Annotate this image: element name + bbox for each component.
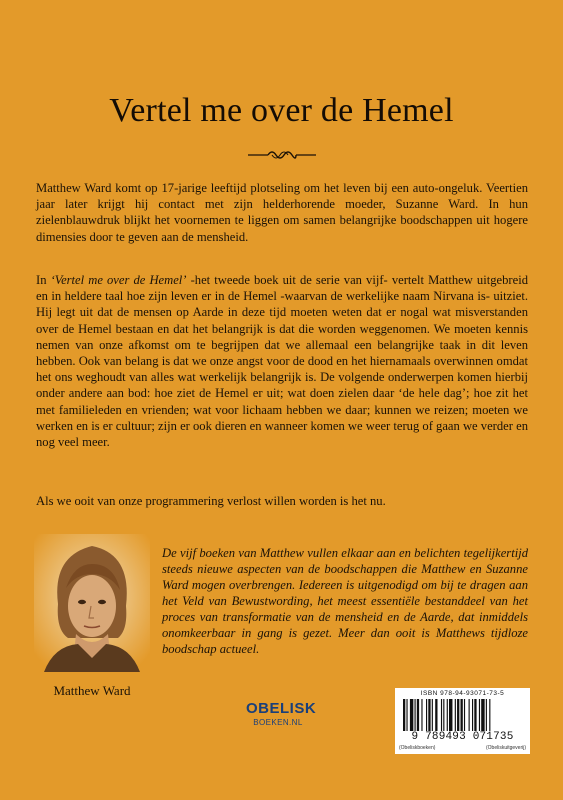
author-photo <box>34 534 150 672</box>
isbn-barcode <box>395 688 530 754</box>
publisher-logo-top: OBELISK <box>246 700 317 717</box>
barcode-digits: 9 789493 071735 <box>411 731 514 743</box>
barcode-footer-right: (Obeliskuitgeverij) <box>485 745 526 751</box>
description-book-title: ‘Vertel me over de Hemel’ <box>50 273 187 287</box>
isbn-label: ISBN 978-94-93071-73-5 <box>420 690 505 697</box>
barcode-footer <box>399 745 526 751</box>
series-blurb: De vijf boeken van Matthew vullen elkaar aan en belichten tegelijkertijd steeds nieuwe aspecten van de boodschappen die Matthew en Suzanne Ward mogen overbrengen. Iedereen is uitgenodigd om bij te dragen aan het Veld van Bewustwording, het meest essentiële bestanddeel van het proces van transformatie van de mensheid en de Aarde, dat inmiddels onomkeerbaar in gang is gezet. Meer dan ooit is Matthews tijdloze boodschap actueel. <box>162 546 528 656</box>
closing-paragraph: Als we ooit van onze programmering verlost willen worden is het nu. <box>36 494 386 508</box>
publisher-logo-bottom: BOEKEN.NL <box>253 718 303 727</box>
description-text: -het tweede boek uit de serie van vijf- vertelt Matthew uitgebreid en in heldere taal hoe zijn leven er in de Hemel -waarvan de werkelijke naam Nirvana is- uitziet. Hij legt uit dat de mensen op Aarde in deze tijd moeten weten dat er nogal wat misverstanden over de Hemel bestaan en dat het belangrijk is dat die worden weggenomen. We moeten kennis nemen van onze afkomst om te begrijpen dat we allemaal een belangrijke taak in dit leven hebben. Ook van belang is dat we onze angst voor de dood en het hiernamaals overwinnen omdat het ons weghoudt van alles wat werkelijk belangrijk is. De volgende onderwerpen komen hierbij onder andere aan bod: hoe ziet de Hemel er uit; wat doen zielen daar ‘de hele dag’; hoe zit het met familieleden en vrienden; wat voor lichaam hebben we daar; kunnen we reizen; moeten we werken en is er cultuur; zijn er ook dieren en wanneer komen we weer terug of gaan we verder en nog veel meer. <box>36 273 528 450</box>
publisher-logo <box>246 700 317 748</box>
photo-caption: Matthew Ward <box>53 683 131 698</box>
barcode-footer-left: (Obeliskboeken) <box>399 745 436 751</box>
intro-paragraph: Matthew Ward komt op 17-jarige leeftijd plotseling om het leven bij een auto-ongeluk. Veertien jaar later krijgt hij contact met zijn helderhorende moeder, Suzanne Ward. In hun zielenblauwdruk blijkt het voornemen te liggen om samen belangrijke boodschappen uit hogere dimensies door te geven aan de mensheid. <box>36 181 528 244</box>
book-title: Vertel me over de Hemel <box>109 92 454 129</box>
ornament-divider <box>246 148 318 162</box>
barcode-bars <box>403 699 522 731</box>
description-paragraph <box>36 272 528 450</box>
description-prefix: In <box>36 273 51 287</box>
